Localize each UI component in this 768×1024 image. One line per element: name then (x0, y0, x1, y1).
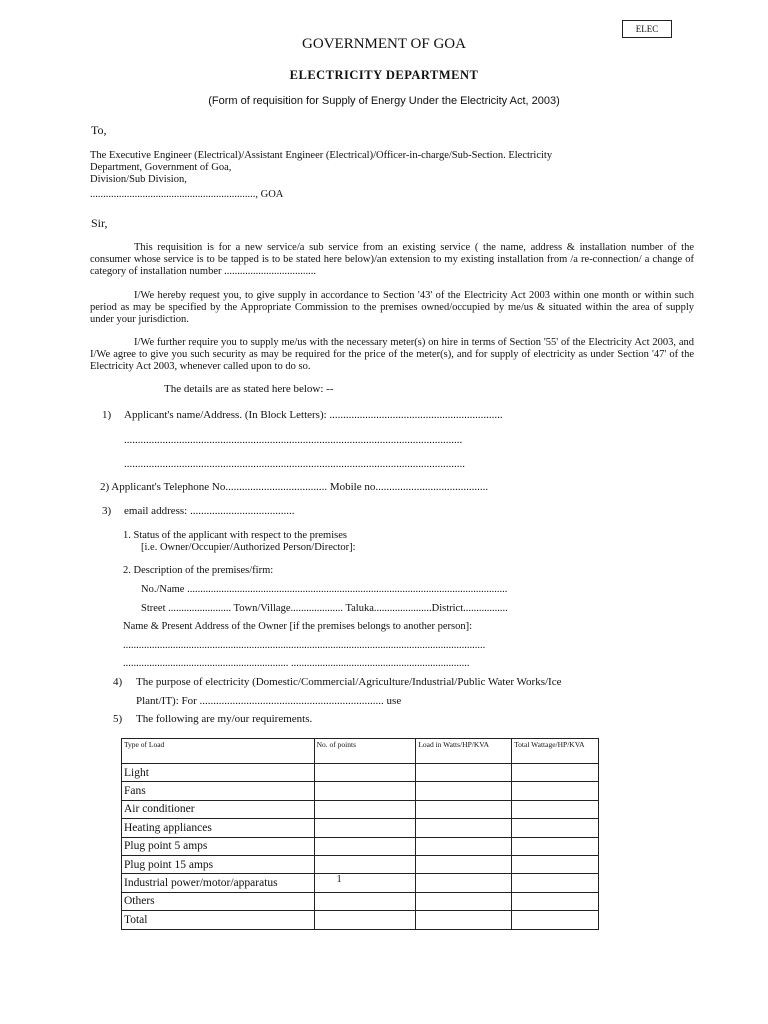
points-cell[interactable] (314, 782, 416, 800)
department-title: ELECTRICITY DEPARTMENT (289, 68, 479, 82)
load-type-cell: Fans (122, 782, 315, 800)
load-cell[interactable] (416, 911, 512, 929)
description-label: 2. Description of the premises/firm: (123, 565, 274, 576)
header-no-of-points: No. of points (314, 739, 416, 764)
load-type-cell: Heating appliances (122, 819, 315, 837)
address-line-2: Department, Government of Goa, (90, 162, 232, 173)
load-type-cell: Total (122, 911, 315, 929)
load-type-cell: Industrial power/motor/apparatus (122, 874, 315, 892)
table-row (122, 874, 599, 892)
paragraph-request-supply: I/We hereby request you, to give supply in accordance to Section '43' of the Electricity Act 2003 within one month or within such period as may be specified by the Appropriate Commission to the premises owned/occupied by me/us & situated within the area of supply under your jurisdiction. (90, 290, 694, 325)
form-subtitle: (Form of requisition for Supply of Energy Under the Electricity Act, 2003) (208, 95, 560, 107)
table-row (122, 911, 599, 929)
item4-number: 4) (113, 676, 123, 688)
status-options[interactable]: [i.e. Owner/Occupier/Authorized Person/Director]: (141, 542, 356, 553)
total-cell[interactable] (512, 874, 599, 892)
points-cell[interactable] (314, 892, 416, 910)
table-row (122, 855, 599, 873)
points-cell[interactable] (314, 911, 416, 929)
load-type-cell: Light (122, 764, 315, 782)
address-line-3: Division/Sub Division, (90, 174, 187, 185)
salutation: Sir, (91, 216, 108, 230)
total-cell[interactable] (512, 855, 599, 873)
total-cell[interactable] (512, 782, 599, 800)
item3-number: 3) (102, 505, 112, 517)
table-row (122, 764, 599, 782)
points-cell[interactable] (314, 819, 416, 837)
government-title: GOVERNMENT OF GOA (302, 36, 466, 52)
total-cell[interactable] (512, 911, 599, 929)
load-requirements-table (121, 738, 599, 930)
total-cell[interactable] (512, 764, 599, 782)
status-label: 1. Status of the applicant with respect to the premises (123, 530, 347, 541)
table-row (122, 837, 599, 855)
applicant-name-field[interactable]: Applicant's name/Address. (In Block Letters): ............................................................... (124, 409, 503, 421)
points-cell[interactable] (314, 837, 416, 855)
load-cell[interactable] (416, 892, 512, 910)
points-cell[interactable]: 1 (314, 874, 416, 892)
table-row (122, 892, 599, 910)
email-field[interactable]: email address: ...................................... (124, 505, 295, 517)
premises-name-field[interactable]: No./Name .......................................................................................................................... (141, 584, 508, 595)
header-total-wattage: Total Wattage/HP/KVA (512, 739, 599, 764)
total-cell[interactable] (512, 800, 599, 818)
item5-number: 5) (113, 713, 123, 725)
load-type-cell: Others (122, 892, 315, 910)
owner-address-line-1[interactable]: .......................................................................................................................................... (123, 640, 486, 651)
table-row (122, 819, 599, 837)
load-cell[interactable] (416, 782, 512, 800)
total-cell[interactable] (512, 837, 599, 855)
header-type-of-load: Type of Load (122, 739, 315, 764)
owner-label: Name & Present Address of the Owner [if the premises belongs to another person]: (123, 621, 473, 632)
load-cell[interactable] (416, 855, 512, 873)
load-type-cell: Plug point 15 amps (122, 855, 315, 873)
header-load: Load in Watts/HP/KVA (416, 739, 512, 764)
load-type-cell: Air conditioner (122, 800, 315, 818)
purpose-line-1: The purpose of electricity (Domestic/Commercial/Agriculture/Industrial/Public Water Works/Ice (136, 676, 562, 688)
load-cell[interactable] (416, 874, 512, 892)
table-header-row (122, 739, 599, 764)
table-row (122, 782, 599, 800)
load-cell[interactable] (416, 837, 512, 855)
telephone-mobile-field[interactable]: 2) Applicant's Telephone No..................................... Mobile no......................................... (100, 481, 489, 493)
purpose-use-field[interactable]: Plant/IT): For ................................................................... use (136, 695, 402, 707)
address-line-1: The Executive Engineer (Electrical)/Assistant Engineer (Electrical)/Officer-in-charge/Sub-Section. Electricity (90, 150, 553, 161)
load-cell[interactable] (416, 819, 512, 837)
total-cell[interactable] (512, 892, 599, 910)
details-intro: The details are as stated here below: -- (164, 383, 334, 395)
table-row (122, 800, 599, 818)
paragraph-requisition: This requisition is for a new service/a sub service from an existing service ( the name, address & installation number of the consumer whose service is to be tapped is to be stated here below)/an extension to my existing installation from /a re-connection/ a change of category of installation number ................................... (90, 242, 694, 277)
owner-address-line-2[interactable]: ............................................................... .................................................................... (123, 658, 470, 669)
load-cell[interactable] (416, 800, 512, 818)
load-type-cell: Plug point 5 amps (122, 837, 315, 855)
applicant-address-line-3[interactable]: ............................................................................................................................ (124, 458, 465, 470)
load-cell[interactable] (416, 764, 512, 782)
points-cell[interactable] (314, 855, 416, 873)
paragraph-meter: I/We further require you to supply me/us with the necessary meter(s) on hire in terms of Section '55' of the Electricity Act 2003, and I/We agree to give you such security as may be required for the price of the meter(s), and for supply of electricity as under Section '47' of the Electricity Act 2003, whenever called upon to do so. (90, 337, 694, 372)
form-code-box: ELEC (622, 20, 672, 38)
item1-number: 1) (102, 409, 112, 421)
to-line: To, (91, 123, 107, 137)
address-line-4: ..............................................................., GOA (90, 189, 284, 200)
applicant-address-line-2[interactable]: ........................................................................................................................... (124, 434, 463, 446)
points-cell[interactable] (314, 800, 416, 818)
requirements-label: The following are my/our requirements. (136, 713, 313, 725)
points-cell[interactable] (314, 764, 416, 782)
street-town-taluka-field[interactable]: Street ........................ Town/Village.................... Taluka......................District................. (141, 603, 508, 614)
total-cell[interactable] (512, 819, 599, 837)
